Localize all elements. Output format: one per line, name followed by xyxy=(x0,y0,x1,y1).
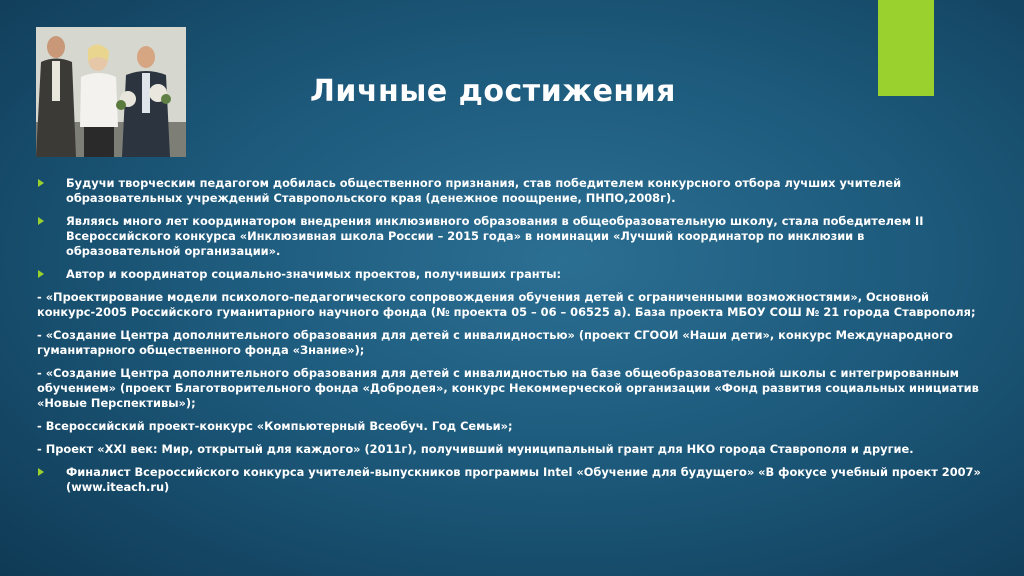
list-item xyxy=(37,328,982,358)
list-item-text: - «Создание Центра дополнительного образования для детей с инвалидностью на базе общеобразовательной школы с интегрированным обучением» (проект Благотворительного фонда «Добродея», конкурс Некоммерческой организации «Фонд развития социальных инициатив «Новые Перспективы»); xyxy=(37,366,979,410)
list-item xyxy=(37,290,982,320)
list-item xyxy=(37,214,982,259)
list-item-text: Являясь много лет координатором внедрения инклюзивного образования в общеобразовательную школу, стала победителем II Всероссийского конкурса «Инклюзивная школа России – 2015 года» в номинации «Лучший координатор по инклюзии в образовательной организации». xyxy=(66,214,924,258)
list-item xyxy=(37,419,982,434)
accent-bar xyxy=(878,0,934,96)
list-item-text: Будучи творческим педагогом добилась общественного признания, став победителем конкурсного отбора лучших учителей образовательных учреждений Ставропольского края (денежное поощрение, ПНПО,2008г). xyxy=(66,176,902,205)
group-photo xyxy=(36,27,186,157)
list-item-text: - «Проектирование модели психолого-педагогического сопровождения обучения детей с ограниченными возможностями», Основной конкурс-2005 Российского гуманитарного научного фонда (№ проекта 05 – 06 – 06525 а). База проекта МБОУ СОШ № 21 города Ставрополя; xyxy=(37,290,976,319)
list-item xyxy=(37,176,982,206)
list-item xyxy=(37,465,982,495)
list-item xyxy=(37,267,982,282)
slide-title: Личные достижения xyxy=(310,74,676,109)
list-item-text: - Всероссийский проект-конкурс «Компьютерный Всеобуч. Год Семьи»; xyxy=(37,419,513,433)
list-item xyxy=(37,442,982,457)
list-item-text: - Проект «XXI век: Мир, открытый для каждого» (2011г), получивший муниципальный грант для НКО города Ставрополя и другие. xyxy=(37,442,914,456)
slide-content xyxy=(37,176,982,503)
bullet-arrow-icon xyxy=(38,179,44,187)
bullet-arrow-icon xyxy=(38,217,44,225)
list-item-text: Автор и координатор социально-значимых проектов, получивших гранты: xyxy=(66,267,562,281)
bullet-arrow-icon xyxy=(38,270,44,278)
group-photo-illustration xyxy=(36,27,186,157)
list-item xyxy=(37,366,982,411)
list-item-text: - «Создание Центра дополнительного образования для детей с инвалидностью» (проект СГООИ «Наши дети», конкурс Международного гуманитарного общественного фонда «Знание»); xyxy=(37,328,953,357)
bullet-arrow-icon xyxy=(38,468,44,476)
list-item-text: Финалист Всероссийского конкурса учителей-выпускников программы Intel «Обучение для будущего» «В фокусе учебный проект 2007» (www.iteach.ru) xyxy=(66,465,981,494)
